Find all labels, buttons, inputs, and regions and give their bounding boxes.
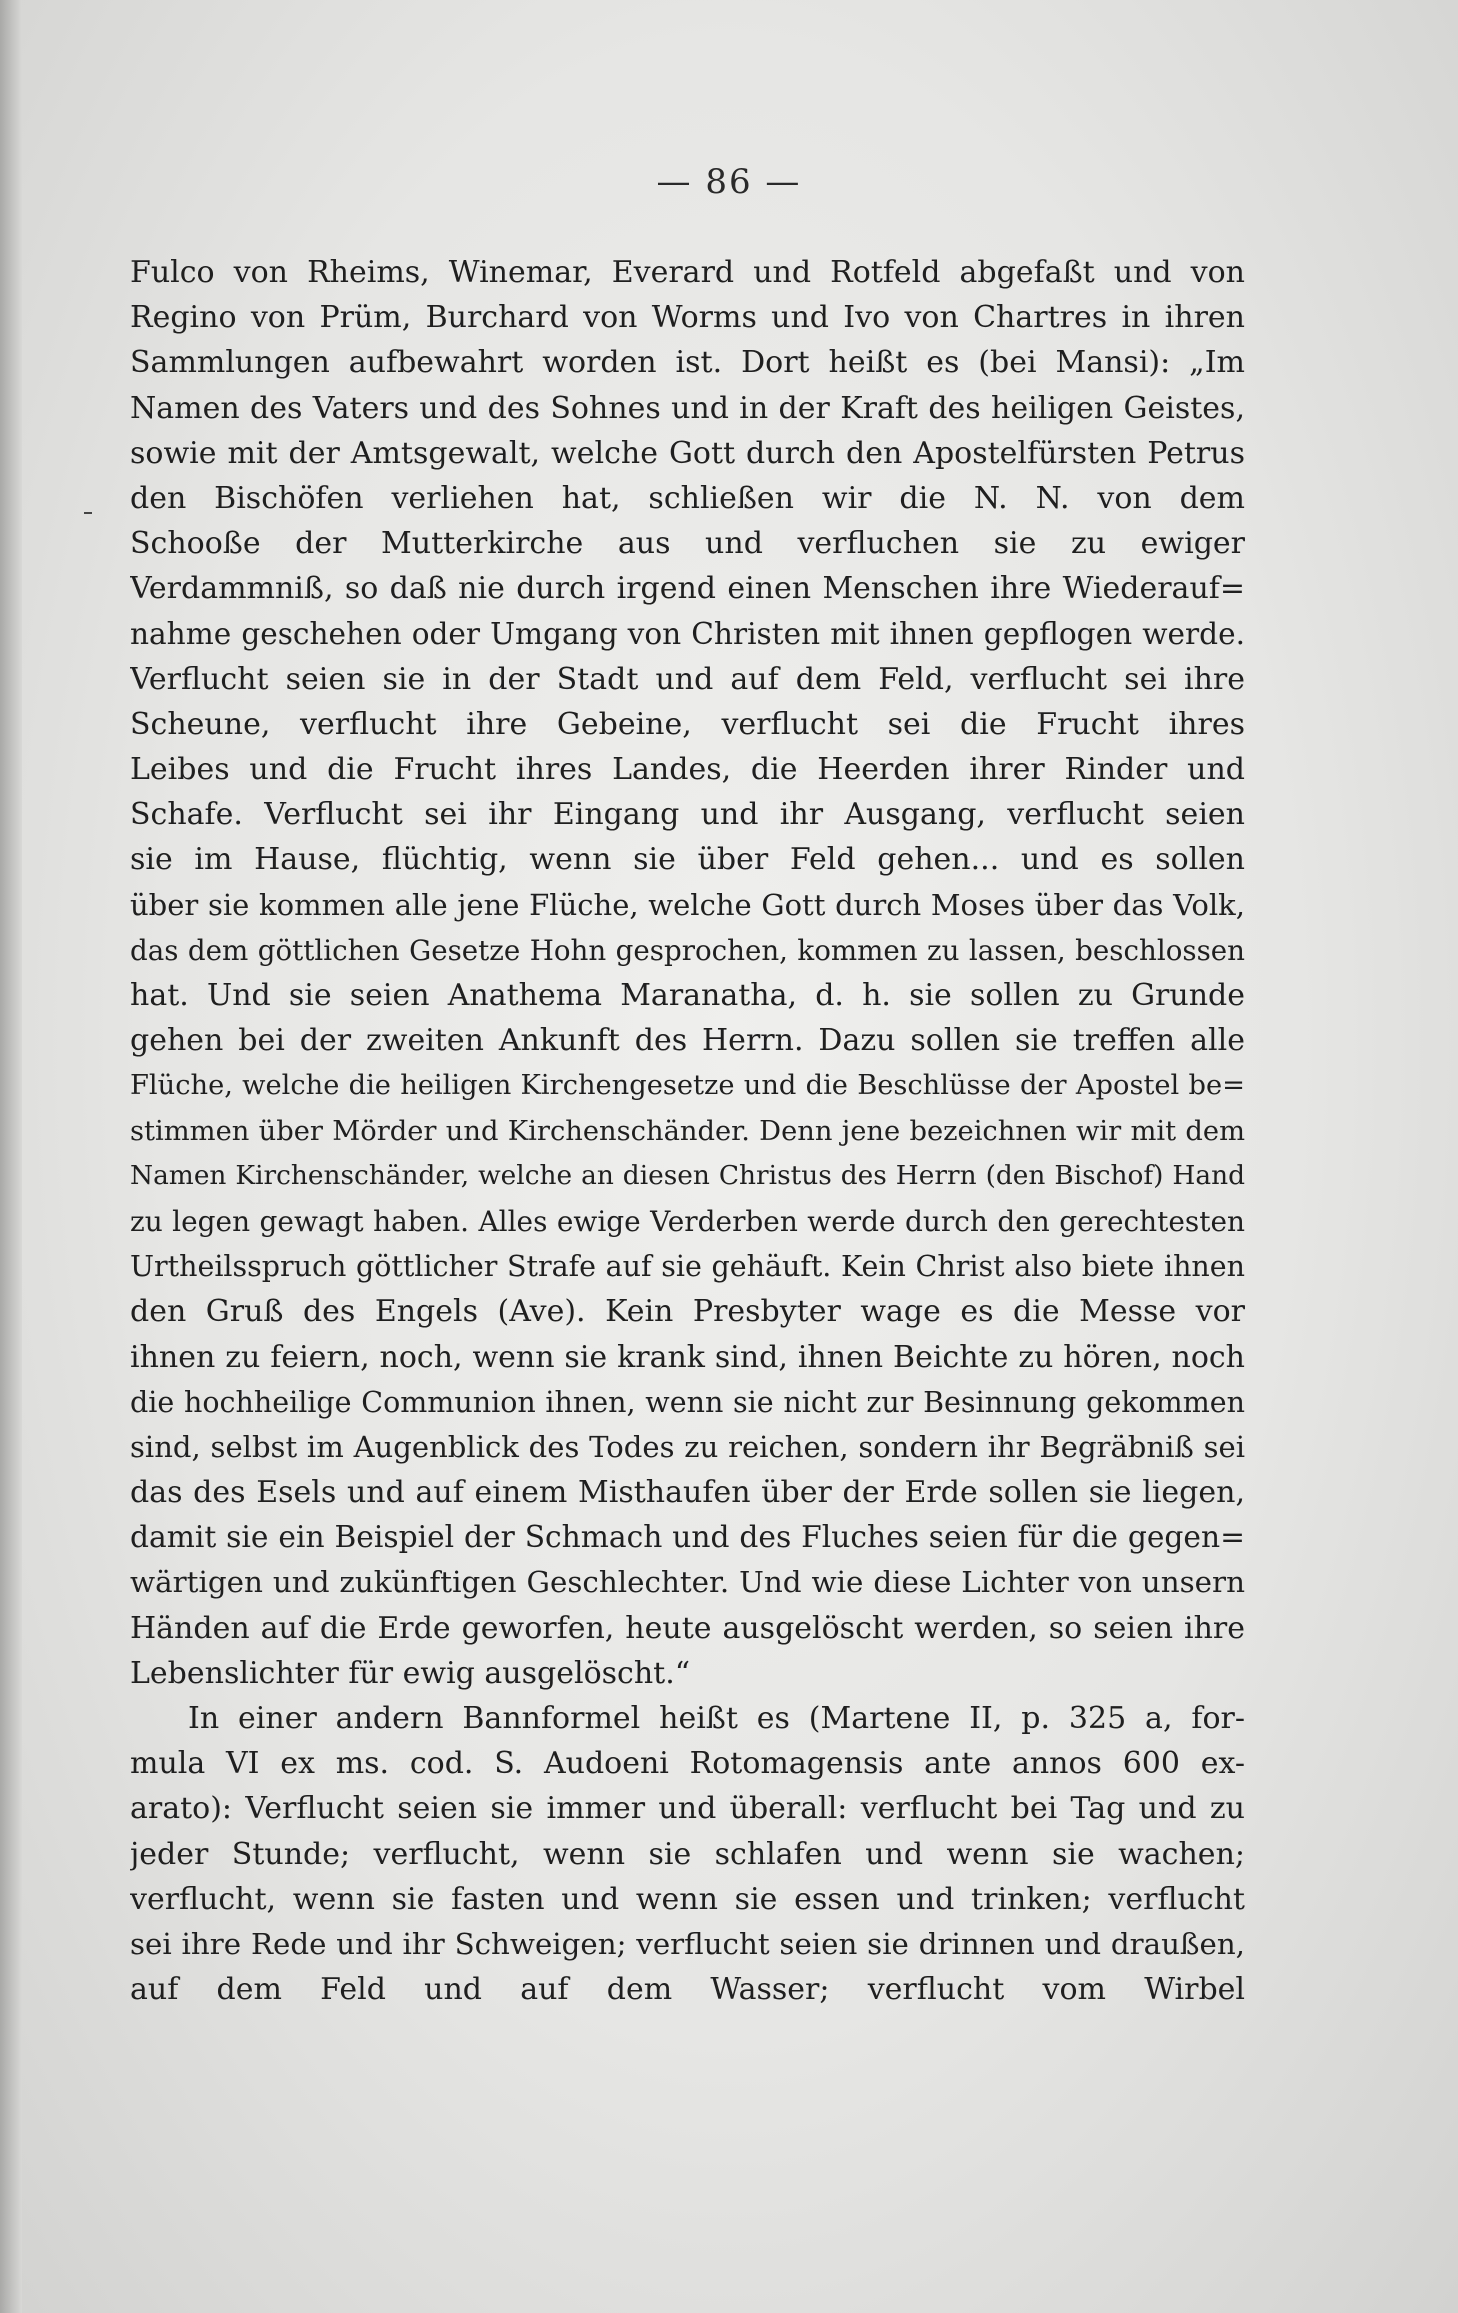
text-line: Händen auf die Erde geworfen, heute ausgelöscht werden, so seien ihre [130, 1610, 1245, 1646]
text-line: verflucht, wenn sie fasten und wenn sie essen und trinken; verflucht [130, 1881, 1245, 1917]
text-line: auf dem Feld und auf dem Wasser; verflucht vom Wirbel [130, 1972, 1245, 2008]
text-line: Schooße der Mutterkirche aus und verfluchen sie zu ewiger [130, 526, 1245, 562]
text-line: Verflucht seien sie in der Stadt und auf dem Feld, verflucht sei ihre [130, 661, 1245, 697]
text-line: Fulco von Rheims, Winemar, Everard und Rotfeld abgefaßt und von [130, 255, 1245, 290]
text-line: das des Esels und auf einem Misthaufen über der Erde sollen sie liegen, [130, 1475, 1245, 1511]
text-line: ihnen zu feiern, noch, wenn sie krank sind, ihnen Beichte zu hören, noch [130, 1339, 1245, 1375]
text-line: sind, selbst im Augenblick des Todes zu reichen, sondern ihr Begräbniß sei [130, 1429, 1245, 1464]
text-line: Flüche, welche die heiligen Kirchengesetze und die Beschlüsse der Apostel be= [130, 1070, 1245, 1102]
text-line: Sammlungen aufbewahrt worden ist. Dort heißt es (bei Mansi): „Im [130, 345, 1245, 381]
text-line: wärtigen und zukünftigen Geschlechter. Und wie diese Lichter von unsern [130, 1565, 1245, 1600]
text-line: die hochheilige Communion ihnen, wenn sie nicht zur Besinnung gekommen [130, 1385, 1245, 1419]
text-line: über sie kommen alle jene Flüche, welche Gott durch Moses über das Volk, [130, 887, 1245, 922]
text-line: Namen Kirchenschänder, welche an diesen Christus des Herrn (den Bischof) Hand [130, 1160, 1245, 1191]
text-line: den Gruß des Engels (Ave). Kein Presbyter wage es die Messe vor [130, 1294, 1245, 1330]
text-line: damit sie ein Beispiel der Schmach und des Fluches seien für die gegen= [130, 1520, 1245, 1556]
text-line: nahme geschehen oder Umgang von Christen mit ihnen gepflogen werde. [130, 616, 1245, 651]
text-line: Urtheilsspruch göttlicher Strafe auf sie gehäuft. Kein Christ also biete ihnen [130, 1250, 1245, 1284]
text-line: Scheune, verflucht ihre Gebeine, verflucht sei die Frucht ihres [130, 706, 1245, 742]
text-line: arato): Verflucht seien sie immer und überall: verflucht bei Tag und zu [130, 1791, 1245, 1827]
text-line: sie im Hause, flüchtig, wenn sie über Feld gehen... und es sollen [130, 842, 1245, 878]
text-line: das dem göttlichen Gesetze Hohn gesprochen, kommen zu lassen, beschlossen [130, 933, 1245, 967]
text-line: mula VI ex ms. cod. S. Audoeni Rotomagensis ante annos 600 ex- [130, 1746, 1245, 1782]
text-line: jeder Stunde; verflucht, wenn sie schlafen und wenn sie wachen; [130, 1836, 1245, 1872]
text-line: den Bischöfen verliehen hat, schließen wir die N. N. von dem [130, 480, 1245, 516]
text-line: hat. Und sie seien Anathema Maranatha, d. h. sie sollen zu Grunde [130, 978, 1245, 1013]
text-line: Leibes und die Frucht ihres Landes, die Heerden ihrer Rinder und [130, 752, 1245, 788]
page-number: — 86 — [656, 162, 802, 202]
text-line: Namen des Vaters und des Sohnes und in der Kraft des heiligen Geistes, [130, 390, 1245, 426]
text-line: zu legen gewagt haben. Alles ewige Verderben werde durch den gerechtesten [130, 1204, 1245, 1238]
text-line: Regino von Prüm, Burchard von Worms und Ivo von Chartres in ihren [130, 300, 1245, 336]
margin-mark [84, 512, 92, 514]
text-line: gehen bei der zweiten Ankunft des Herrn. Dazu sollen sie treffen alle [130, 1023, 1245, 1059]
text-line-paragraph-end: Lebenslichter für ewig ausgelöscht.“ [130, 1655, 691, 1691]
text-line: stimmen über Mörder und Kirchenschänder. Denn jene bezeichnen wir mit dem [130, 1115, 1245, 1147]
text-line: sowie mit der Amtsgewalt, welche Gott durch den Apostelfürsten Petrus [130, 435, 1245, 471]
text-line: Schafe. Verflucht sei ihr Eingang und ihr Ausgang, verflucht seien [130, 797, 1245, 833]
body-text [130, 250, 1245, 2012]
text-line: sei ihre Rede und ihr Schweigen; verflucht seien sie drinnen und draußen, [130, 1926, 1245, 1961]
text-line: Verdammniß, so daß nie durch irgend einen Menschen ihre Wiederauf= [130, 571, 1245, 607]
text-line-paragraph-start: In einer andern Bannformel heißt es (Martene II, p. 325 a, for- [188, 1701, 1245, 1736]
page-edge-shadow [0, 0, 22, 2313]
